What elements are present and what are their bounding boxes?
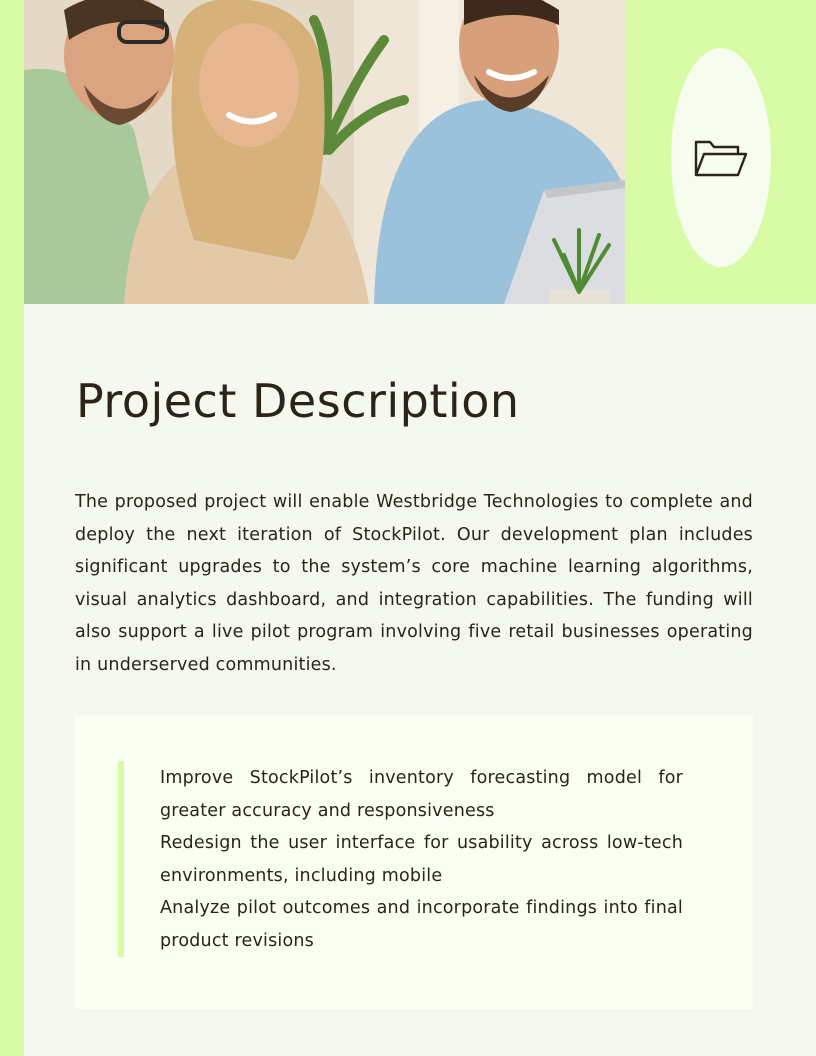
team-photo [24, 0, 625, 304]
left-accent-strip [0, 0, 24, 1056]
goals-accent-bar [118, 761, 124, 957]
goal-item: Improve StockPilot’s inventory forecasting model for greater accuracy and responsiveness [160, 768, 683, 821]
team-photo-illustration [24, 0, 625, 304]
open-folder-icon [693, 138, 749, 178]
goals-card [75, 715, 753, 1009]
page-title: Project Description [76, 374, 520, 428]
goals-list [160, 762, 683, 957]
goal-item: Redesign the user interface for usability across low-tech environments, including mobile [160, 833, 683, 886]
project-description-text: The proposed project will enable Westbridge Technologies to complete and deploy the next iteration of StockPilot. Our development plan includes significant upgrades to the system’s core machine learning algorithms, visual analytics dashboard, and integration capabilities. The funding will also support a live pilot program involving five retail businesses operating in underserved communities. [75, 492, 753, 675]
folder-badge [671, 48, 771, 267]
goal-item: Analyze pilot outcomes and incorporate findings into final product revisions [160, 898, 683, 951]
